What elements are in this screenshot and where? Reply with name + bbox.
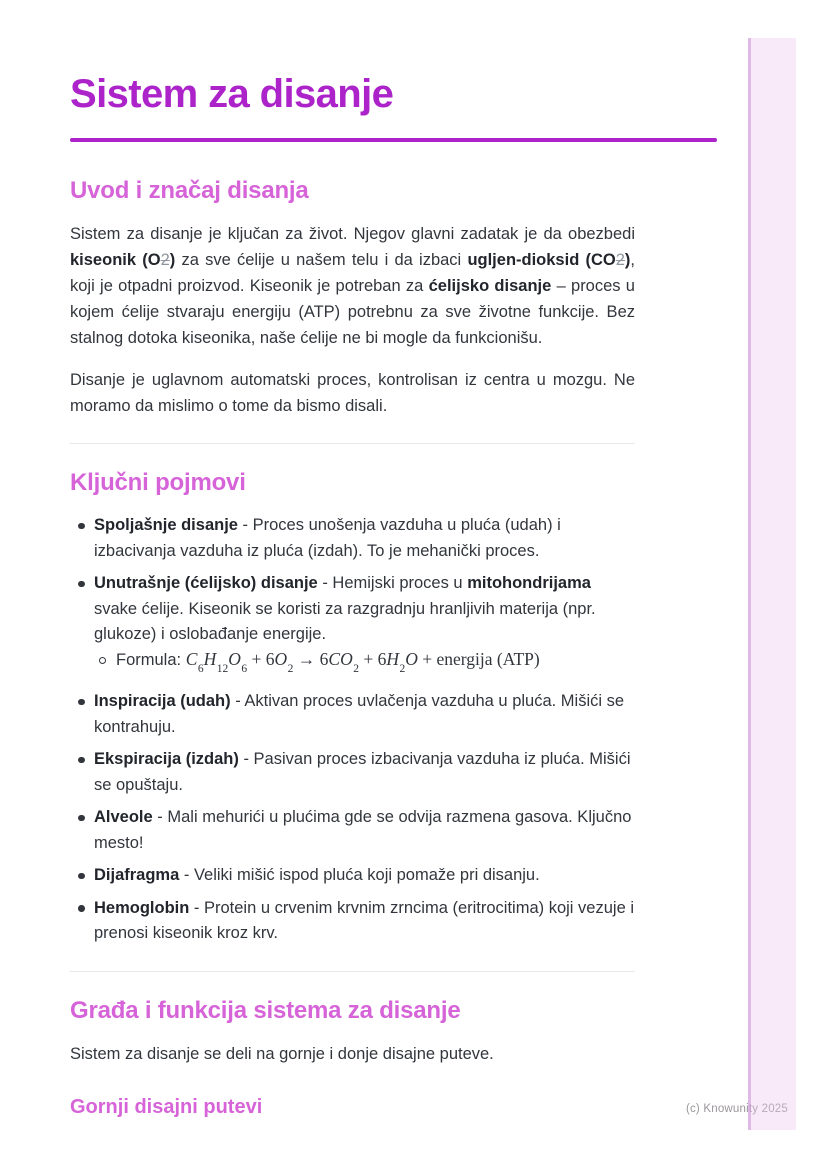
text-segment: + energija (ATP) — [417, 648, 540, 669]
text-segment: Dijafragma — [94, 866, 180, 884]
text-segment: ) — [169, 251, 176, 269]
text-segment: Ekspiracija (izdah) — [94, 750, 239, 768]
text-segment: Disanje je uglavnom automatski proces, kontrolisan iz centra u mozgu. Ne moramo da mislimo o tome da bismo disali. — [70, 371, 635, 415]
text-segment: CO — [328, 648, 353, 669]
section-heading-intro: Uvod i značaj disanja — [70, 177, 309, 204]
key-terms-list — [70, 513, 635, 947]
text-segment: O — [405, 648, 418, 669]
intro-paragraph-2 — [70, 367, 635, 419]
list-item — [70, 513, 635, 564]
text-segment: O — [228, 648, 241, 669]
text-segment: ) — [624, 251, 631, 269]
text-segment: 6 — [197, 662, 204, 675]
text-segment: 2 — [160, 251, 170, 269]
text-segment: + 6 — [358, 648, 387, 669]
text-segment: mitohondrijama — [467, 574, 591, 592]
list-item — [70, 689, 635, 740]
text-segment: 2 — [615, 251, 625, 269]
text-segment: - Hemijski proces u — [317, 574, 468, 592]
text-segment: H — [203, 648, 217, 669]
intro-paragraph-1 — [70, 221, 635, 351]
text-segment: kiseonik (O — [70, 251, 161, 269]
text-segment: - Veliki mišić ispod pluća koji pomaže pri disanju. — [179, 866, 540, 884]
title-divider-rule — [70, 138, 717, 142]
bullet-icon — [78, 873, 85, 880]
sub-list-item — [70, 647, 635, 674]
text-segment: ugljen-dioksid (CO — [467, 251, 616, 269]
bullet-icon — [78, 905, 85, 912]
text-segment: 2 — [287, 662, 294, 675]
text-segment: 2 — [353, 662, 359, 675]
section-heading-key-terms: Ključni pojmovi — [70, 469, 246, 496]
bullet-icon — [78, 757, 85, 764]
text-segment: - Proces unošenja vazduha u pluća (udah) i izbacivanja vazduha iz pluća (izdah). To je mehanički proces. — [94, 516, 561, 560]
bullet-icon — [78, 523, 85, 530]
text-segment: → 6 — [293, 648, 329, 669]
structure-paragraph — [70, 1041, 635, 1067]
text-segment: O — [274, 648, 288, 669]
text-segment: 12 — [216, 662, 229, 675]
text-segment: Sistem za disanje se deli na gornje i donje disajne puteve. — [70, 1044, 494, 1063]
text-segment: – proces u kojem ćelije stvaraju energiju (ATP) potrebnu za sve životne funkcije. Bez stalnog dotoka kiseonika, naše ćelije ne bi mogle da funkcionišu. — [70, 277, 635, 347]
text-segment: + 6 — [247, 648, 275, 669]
text-segment: - Mali mehurići u plućima gde se odvija razmena gasova. Ključno mesto! — [94, 808, 632, 852]
text-segment: 2 — [399, 662, 406, 675]
list-item — [70, 896, 635, 947]
bullet-icon — [78, 815, 85, 822]
text-segment: C — [185, 648, 198, 669]
text-segment: Inspiracija (udah) — [94, 692, 231, 710]
copyright-footer: (c) Knowunity 2025 — [685, 1103, 788, 1115]
text-segment: H — [386, 648, 399, 669]
list-item — [70, 747, 635, 798]
list-item — [70, 571, 635, 648]
bullet-icon — [78, 581, 85, 588]
section-divider — [70, 971, 635, 972]
section-divider — [70, 443, 635, 444]
text-segment: , koji je otpadni proizvod. Kiseonik je potreban za — [70, 251, 635, 295]
text-segment: svake ćelije. Kiseonik se koristi za razgradnju hranljivih materija (npr. glukoze) i oslobađanje energije. — [94, 599, 596, 643]
text-segment: - Protein u crvenim krvnim zrncima (eritrocitima) koji vezuje i prenosi kiseonik kroz krv. — [94, 898, 635, 942]
section-heading-structure: Građa i funkcija sistema za disanje — [70, 996, 461, 1024]
text-segment: Unutrašnje (ćelijsko) disanje — [94, 574, 318, 592]
bullet-icon — [78, 699, 85, 706]
text-segment: Formula: — [116, 650, 186, 669]
text-segment: - Aktivan proces uvlačenja vazduha u pluća. Mišići se kontrahuju. — [94, 692, 625, 736]
page-title: Sistem za disanje — [70, 72, 394, 116]
list-item — [70, 805, 635, 856]
right-margin-stripe — [748, 38, 796, 1130]
circle-icon — [99, 657, 106, 664]
text-segment: ćelijsko disanje — [428, 277, 552, 295]
text-segment: Spoljašnje disanje — [94, 516, 238, 534]
text-segment: Alveole — [94, 808, 153, 826]
text-segment: Hemoglobin — [94, 898, 190, 917]
list-item — [70, 863, 635, 889]
subsection-heading-upper-airways: Gornji disajni putevi — [70, 1095, 263, 1118]
text-segment: - Pasivan proces izbacivanja vazduha iz pluća. Mišići se opuštaju. — [94, 750, 631, 794]
text-segment: za sve ćelije u našem telu i da izbaci — [175, 251, 468, 269]
text-segment: Sistem za disanje je ključan za život. Njegov glavni zadatak je da obezbedi — [70, 225, 635, 243]
text-segment: 6 — [241, 662, 248, 675]
